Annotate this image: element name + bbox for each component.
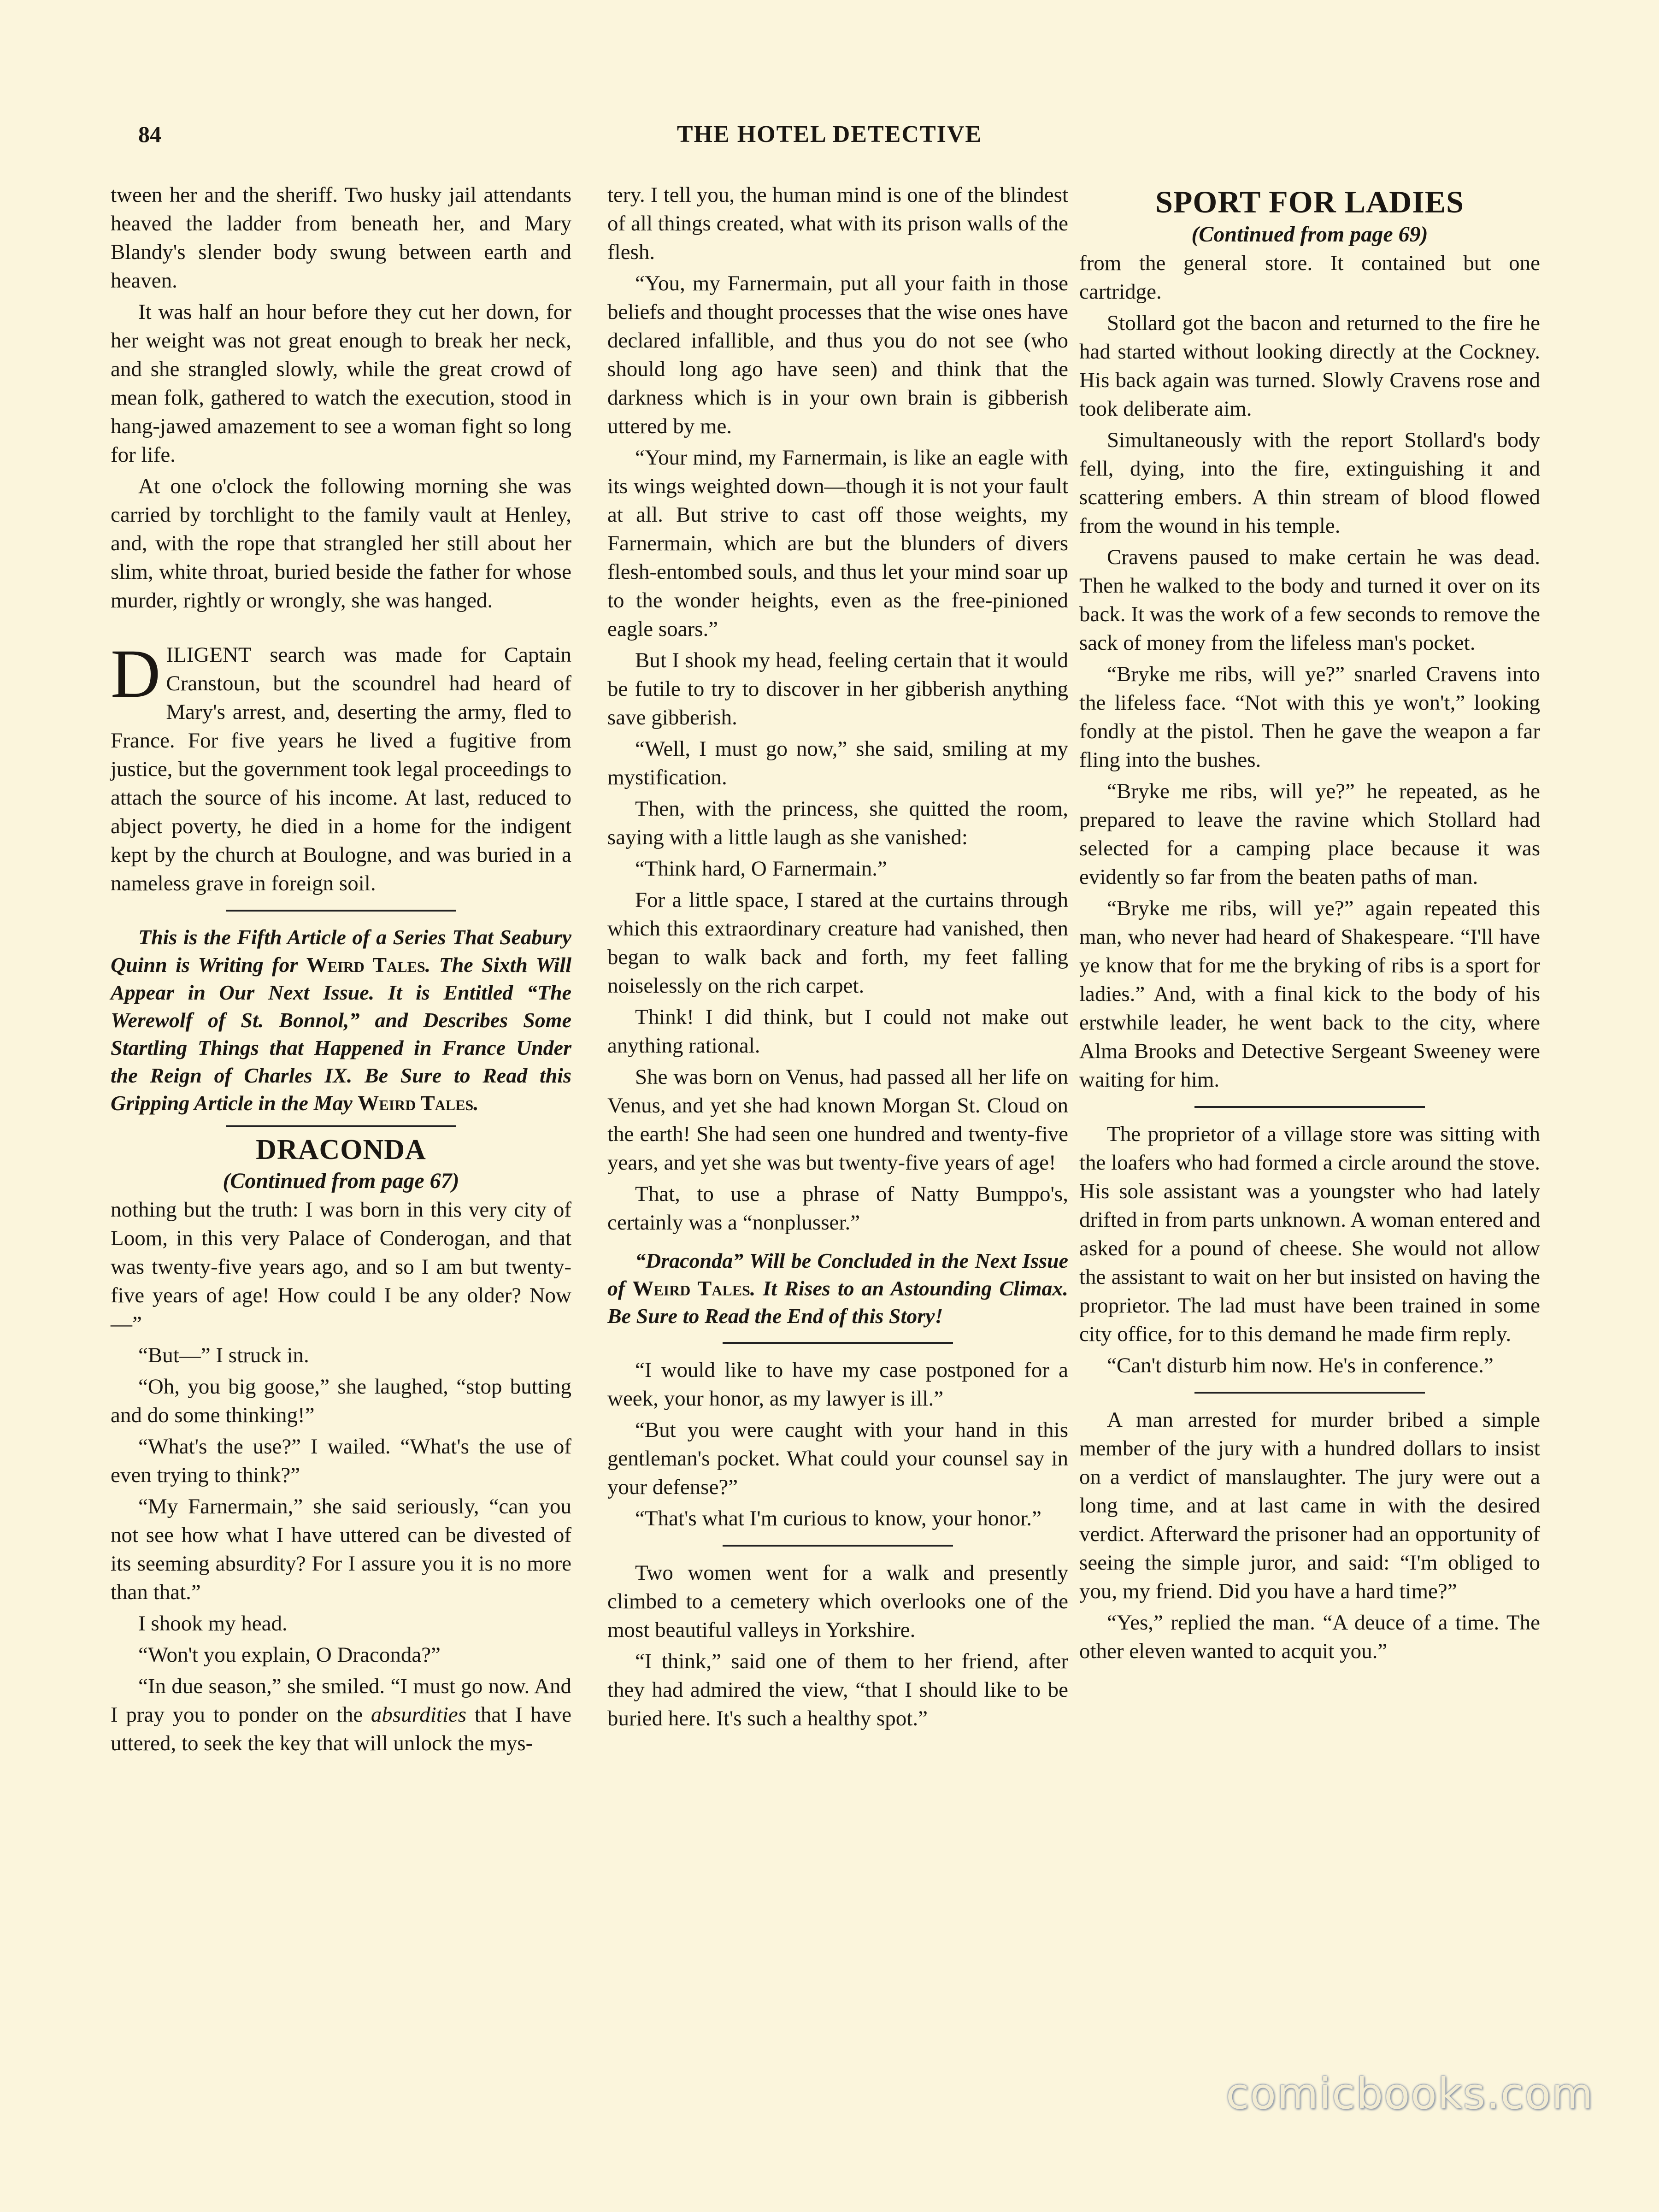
paragraph: “But you were caught with your hand in this gentleman's pocket. What could your counsel say in your defense?”	[607, 1418, 1068, 1499]
paragraph: “I think,” said one of them to her friend, after they had admired the view, “that I should like to be buried here. It's such a healthy spot.”	[607, 1649, 1068, 1730]
paragraph: A man arrested for murder bribed a simple member of the jury with a hundred dollars to insist on a verdict of manslaughter. The jury were out a long time, and at last came in with the desired verdict. Afterward the prisoner had an opportunity of seeing the simple juror, and said: “I'm obliged to you, my friend. Did you have a hard time?”	[1079, 1408, 1540, 1603]
paragraph: tery. I tell you, the human mind is one of the blindest of all things created, what with its prison walls of the flesh.	[607, 183, 1068, 264]
paragraph: Two women went for a walk and presently climbed to a cemetery which overlooks one of the most beautiful valleys in Yorkshire.	[607, 1561, 1068, 1642]
editor-note	[607, 1247, 1068, 1330]
page-number: 84	[138, 121, 161, 147]
note-text: This is the Fifth Article of a Series That Seabury Quinn is Writing for	[111, 925, 571, 977]
paragraph: “My Farnermain,” she said seriously, “can you not see how what I have uttered can be divested of its seeming absurdity? For I assure you it is no more than that.”	[111, 1494, 571, 1604]
column-middle	[607, 181, 1068, 1735]
paragraph: It was half an hour before they cut her down, for her weight was not great enough to break her neck, and she strangled slowly, while the great crowd of mean folk, gathered to watch the execution, stood in hang-jawed amazement to see a woman fight so long for life.	[111, 300, 571, 467]
paragraph-text: search was made for Captain Cranstoun, but the scoundrel had heard of Mary's arrest, and, deserting the army, fled to France. For five years he lived a fugitive from justice, but the government took legal proceedings to attach the source of his income. At last, reduced to abject poverty, he died in a home for the indigent kept by the church at Boulogne, and was buried in a nameless grave in foreign soil.	[111, 643, 571, 895]
note-text: “Draconda” Will be Concluded in the Next Issue of	[607, 1249, 1068, 1300]
magazine-name: Weird Tales	[632, 1277, 750, 1300]
paragraph: “But—” I struck in.	[138, 1343, 309, 1367]
paragraph: But I shook my head, feeling certain that it would be futile to try to discover in her gibberish anything save gibberish.	[607, 648, 1068, 729]
page-header	[0, 121, 1659, 153]
magazine-name: Weird Tales	[306, 953, 425, 977]
paragraph-drop-cap	[111, 635, 571, 898]
divider	[226, 1125, 456, 1127]
paragraph: tween her and the sheriff. Two husky jail attendants heaved the ladder from beneath her, and Mary Blandy's slender body swung between earth and heaven.	[111, 183, 571, 293]
drop-cap: D	[111, 635, 161, 712]
paragraph: “Think hard, O Farnermain.”	[635, 857, 887, 881]
paragraph: For a little space, I stared at the curtains through which this extraordinary creature had vanished, then began to walk back and forth, my feet falling noiselessly on the rich carpet.	[607, 888, 1068, 998]
watermark: comicbooks.com	[1226, 2069, 1594, 2118]
paragraph: Think! I did think, but I could not make out anything rational.	[607, 1005, 1068, 1058]
paragraph: “Bryke me ribs, will ye?” he repeated, as he prepared to leave the ravine which Stollard had selected for a camping place because it was evidently so far from the beaten paths of man.	[1079, 779, 1540, 889]
paragraph: Cravens paused to make certain he was dead. Then he walked to the body and turned it over on its back. It was the work of a few seconds to remove the sack of money from the lifeless man's pocket.	[1079, 545, 1540, 655]
paragraph: “Yes,” replied the man. “A deuce of a time. The other eleven wanted to acquit you.”	[1079, 1611, 1540, 1663]
paragraph: “Your mind, my Farnermain, is like an eagle with its wings weighted down—though it is not your fault at all. But strive to cast off those weights, my Farnermain, which are but the blunders of divers flesh-entombed souls, and thus let your mind soar up to the wonder heights, even as the free-pinioned eagle soars.”	[607, 446, 1068, 641]
paragraph: I shook my head.	[138, 1612, 288, 1635]
paragraph: “Bryke me ribs, will ye?” again repeated this man, who never had heard of Shakespeare. “I'll have ye know that for me the bryking of ribs is a sport for ladies.” And, with a final kick to the body of his erstwhile leader, he went back to the city, where Alma Brooks and Detective Sergeant Sweeney were waiting for him.	[1079, 896, 1540, 1092]
paragraph: from the general store. It contained but one cartridge.	[1079, 251, 1540, 304]
paragraph-text: “In due season,” she smiled. “I must go now. And I pray you to ponder on the	[111, 1674, 571, 1727]
paragraph: “Well, I must go now,” she said, smiling at my mystification.	[607, 737, 1068, 789]
paragraph: nothing but the truth: I was born in this very city of Loom, in this very Palace of Conderogan, and that was twenty-five years ago, and so I am but twenty-five years of age! How could I be any older? Now—”	[111, 1198, 571, 1336]
paragraph: Then, with the princess, she quitted the room, saying with a little laugh as she vanished:	[607, 797, 1068, 849]
paragraph: Stollard got the bacon and returned to the fire he had started without looking directly at the Cockney. His back again was turned. Slowly Cravens rose and took deliberate aim.	[1079, 311, 1540, 421]
paragraph: “You, my Farnermain, put all your faith in those beliefs and thought processes that the wise ones have declared infallible, and thus you do not see (who should long ago have seen) and think that the darkness which is in your own brain is gibberish uttered by me.	[607, 271, 1068, 438]
section-heading-draconda: DRACONDA	[256, 1134, 426, 1165]
paragraph: Simultaneously with the report Stollard's body fell, dying, into the fire, extinguishing it and scattering embers. A thin stream of blood flowed from the wound in his temple.	[1079, 428, 1540, 538]
paragraph: “I would like to have my case postponed for a week, your honor, as my lawyer is ill.”	[607, 1358, 1068, 1411]
small-caps-lead: ILIGENT	[166, 643, 252, 667]
section-heading-sport-for-ladies: SPORT FOR LADIES	[1155, 184, 1464, 219]
editor-note	[111, 924, 571, 1117]
note-text: . The Sixth Will Appear in Our Next Issue. It is Entitled “The Werewolf of St. Bonnol,” and Describes Some Startling Things that Happened in France Under the Reign of Charles IX. Be Sure to Read this Gripping Article in the May	[111, 953, 571, 1115]
divider	[1194, 1392, 1425, 1394]
divider	[723, 1342, 953, 1344]
paragraph: “That's what I'm curious to know, your honor.”	[635, 1506, 1041, 1530]
paragraph: “Won't you explain, O Draconda?”	[138, 1643, 441, 1667]
paragraph	[111, 1672, 571, 1758]
running-title: THE HOTEL DETECTIVE	[677, 121, 982, 147]
paragraph-text: that I have uttered, to seek the key that will unlock the mys-	[111, 1703, 571, 1755]
divider	[1194, 1106, 1425, 1108]
paragraph: At one o'clock the following morning she was carried by torchlight to the family vault at Henley, and, with the rope that strangled her still about her slim, white throat, buried beside the father for whose murder, rightly or wrongly, she was hanged.	[111, 474, 571, 612]
column-right	[1079, 181, 1540, 1668]
column-left	[111, 181, 571, 1760]
paragraph: That, to use a phrase of Natty Bumppo's, certainly was a “nonplusser.”	[607, 1182, 1068, 1235]
divider	[226, 910, 456, 912]
continued-note: (Continued from page 69)	[1191, 222, 1428, 247]
paragraph: “Can't disturb him now. He's in conference.”	[1107, 1353, 1494, 1377]
note-text: .	[473, 1091, 479, 1115]
emphasis: absurdities	[371, 1703, 467, 1727]
paragraph: She was born on Venus, had passed all her life on Venus, and yet she had known Morgan St. Cloud on the earth! She had seen one hundred and twenty-five years, and yet she was but twenty-five years of age!	[607, 1065, 1068, 1175]
paragraph: The proprietor of a village store was sitting with the loafers who had formed a circle around the stove. His sole assistant was a youngster who had lately drifted in from parts unknown. A woman entered and asked for a pound of cheese. She would not allow the assistant to wait on her but insisted on having the proprietor. The lad must have been trained in some city office, for to this demand he made firm reply.	[1079, 1122, 1540, 1346]
paragraph: “Oh, you big goose,” she laughed, “stop butting and do some thinking!”	[111, 1375, 571, 1427]
continued-note: (Continued from page 67)	[223, 1169, 459, 1193]
paragraph: “Bryke me ribs, will ye?” snarled Cravens into the lifeless face. “Not with this ye won't,” looking fondly at the pistol. Then he gave the weapon a far fling into the bushes.	[1079, 662, 1540, 772]
magazine-name: Weird Tales	[358, 1091, 474, 1115]
paragraph: “What's the use?” I wailed. “What's the use of even trying to think?”	[111, 1435, 571, 1487]
note-text: . It Rises to an Astounding Climax. Be Sure to Read the End of this Story!	[607, 1277, 1068, 1328]
divider	[723, 1545, 953, 1547]
